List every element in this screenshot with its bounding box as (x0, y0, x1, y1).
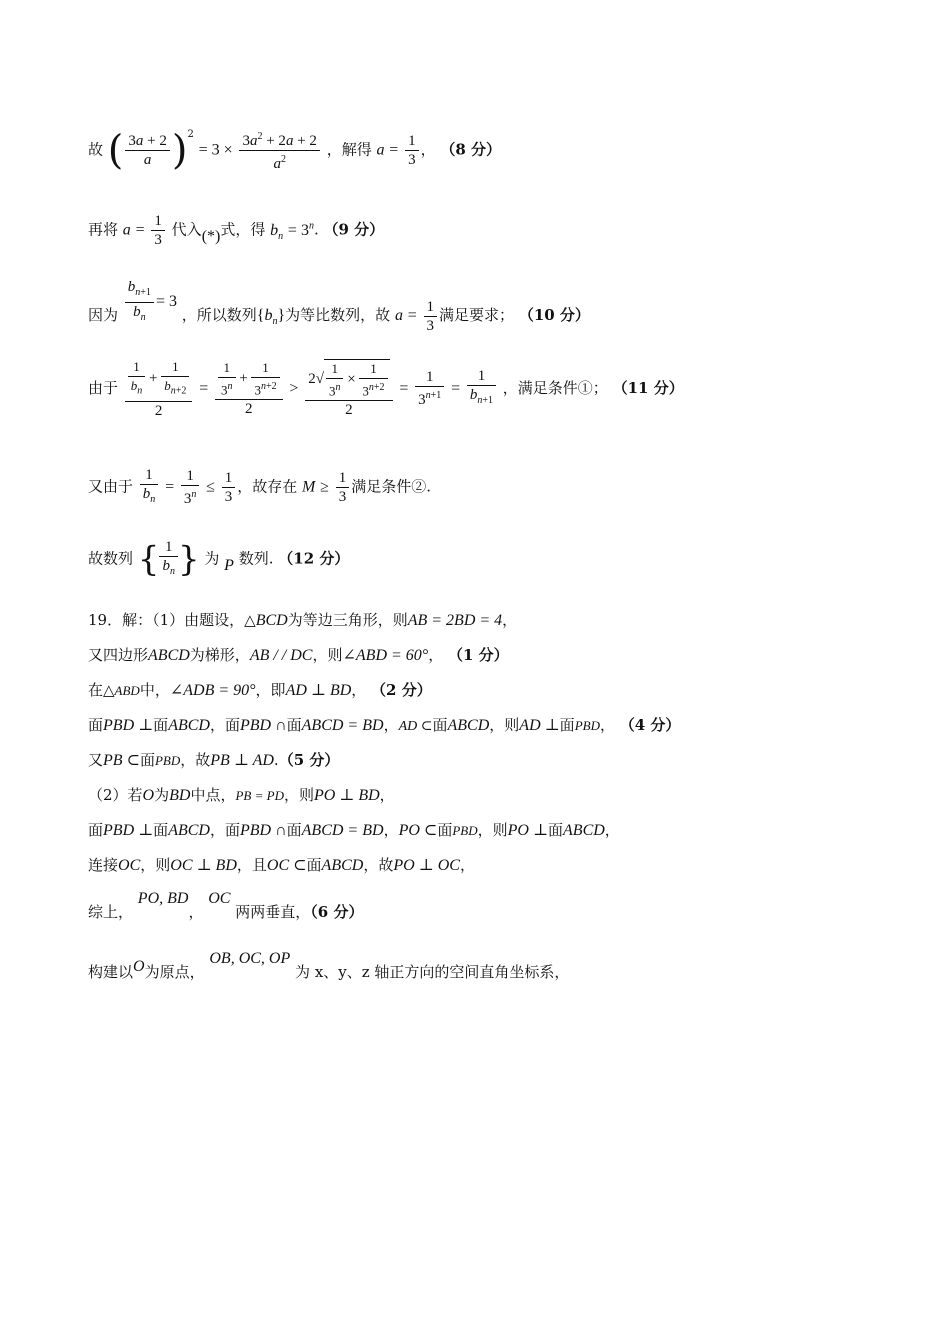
line-19-1: 19．解：（1）由题设，△BCD为等边三角形，则AB = 2BD = 4， (88, 611, 518, 629)
line-19-4: 面PBD ⊥面ABCD，面PBD ∩面ABCD = BD，AD ⊂面ABCD，则AD ⊥面PBD， （4 分） (88, 716, 681, 734)
line-19-2: 又四边形ABCD为梯形，AB / / DC，则∠ABD = 60°， （1 分） (88, 646, 509, 664)
line-11: 由于 $\frac{1}{b_n}$ + $\frac{1}{b_{n+2}}$ 2 = $\frac{1}{3^n}$ + $\frac{1}{3^{n+2}}$ 2 > 2√ $\frac{1}{3^n}$ × $\frac{1}{3^{n+2}}$ 2 = $\frac{1}{3^{n+1}}$ = $\frac{1}{b_{n+1}}$ ，满足条件①； （11 分） (88, 359, 684, 419)
line-19-8: 连接OC，则OC ⊥ BD，且OC ⊂面ABCD，故PO ⊥ OC， (88, 856, 475, 874)
line-19-7: 面PBD ⊥面ABCD，面PBD ∩面ABCD = BD，PO ⊂面PBD，则PO ⊥面ABCD， (88, 821, 620, 839)
line-19-3: 在△ABD中，∠ADB = 90°，即AD ⊥ BD， （2 分） (88, 681, 432, 699)
line-9: 再将 a = $\frac{1}{3}$ 代入(*)式，得 $b_n = 3^n$. （9 分） (88, 213, 385, 248)
line-8: 故 ( $\frac{3a + 2}{a}$ )$^2$ = 3 × $\frac{3a^2 + 2a + 2}{a^2}$ ，解得 a = $\frac{1}{3}$ ， （8 分） (88, 127, 502, 174)
line-19-5: 又PB ⊂面PBD，故PB ⊥ AD.（5 分） (88, 751, 340, 769)
line-19-9: 综上， PO, BD， OC 两两垂直，（6 分） (88, 890, 364, 921)
line-12: 又由于 $\frac{1}{b_n}$ = $\frac{1}{3^n}$ ≤ $\frac{1}{3}$ ，故存在 M ≥ $\frac{1}{3}$ 满足条件②. (88, 467, 431, 507)
line-10: 因为 $\frac{b_{n+1}}{b_n}$ = 3 ，所以数列$\{b_n\}$为等比数列，故 a = $\frac{1}{3}$ 满足要求； （10 分） (88, 279, 590, 334)
line-19-6: （2）若O为BD中点，PB = PD，则PO ⊥ BD， (88, 786, 395, 804)
line-13: 故数列 { $\frac{1}{b_n}$ } 为 P 数列. （12 分） (88, 539, 350, 580)
line-19-10: 构建以O为原点， OB, OC, OP 为 x、y、z 轴正方向的空间直角坐标系， (88, 950, 570, 981)
